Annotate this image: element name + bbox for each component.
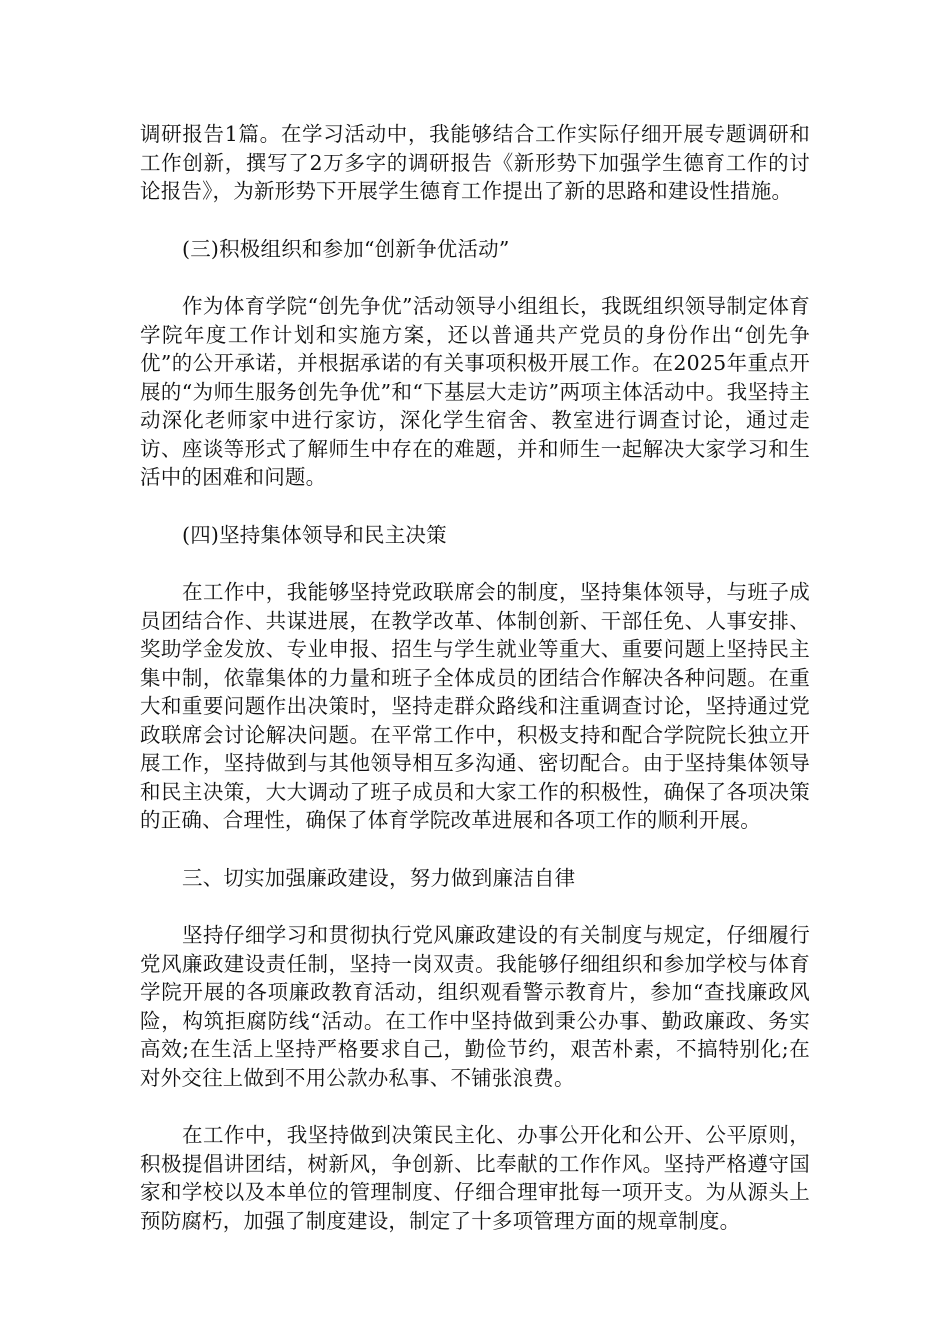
section-heading-4: (四)坚持集体领导和民主决策: [182, 522, 447, 547]
paragraph-collective-leadership: 在工作中，我能够坚持党政联席会的制度，坚持集体领导，与班子成员团结合作、共谋进展，在教学改革、体制创新、干部任免、人事安排、奖助学金发放、专业申报、招生与学生就业等重大、重要问题上坚持民主集中制，依靠集体的力量和班子全体成员的团结合作解决各种问题。在重大和重要问题作出决策时，坚持走群众路线和注重调查讨论，坚持通过党政联席会讨论解决问题。在平常工作中，积极支持和配合学院院长独立开展工作，坚持做到与其他领导相互多沟通、密切配合。由于坚持集体领导和民主决策，大大调动了班子成员和大家工作的积极性，确保了各项决策的正确、合理性，确保了体育学院改革进展和各项工作的顺利开展。: [140, 580, 810, 832]
paragraph-research-report: 调研报告1篇。在学习活动中，我能够结合工作实际仔细开展专题调研和工作创新，撰写了2万多字的调研报告《新形势下加强学生德育工作的讨论报告》，为新形势下开展学生德育工作提出了新的思路和建设性措施。: [140, 122, 810, 203]
paragraph-innovation-activity: 作为体育学院“创先争优”活动领导小组组长，我既组织领导制定体育学院年度工作计划和实施方案，还以普通共产党员的身份作出“创先争优”的公开承诺，并根据承诺的有关事项积极开展工作。在2025年重点开展的“为师生服务创先争优”和“下基层大走访”两项主体活动中。我坚持主动深化老师家中进行家访，深化学生宿舍、教室进行调查讨论，通过走访、座谈等形式了解师生中存在的难题，并和师生一起解决大家学习和生活中的困难和问题。: [140, 294, 810, 489]
document-page: [140, 120, 810, 1235]
section-heading-3: (三)积极组织和参加“创新争优活动”: [182, 236, 510, 261]
paragraph-democratic-decision: 在工作中，我坚持做到决策民主化、办事公开化和公开、公平原则，积极提倡讲团结，树新风，争创新、比奉献的工作作风。坚持严格遵守国家和学校以及本单位的管理制度、仔细合理审批每一项开支。为从源头上预防腐朽，加强了制度建设，制定了十多项管理方面的规章制度。: [140, 1123, 810, 1233]
paragraph-integrity-study: 坚持仔细学习和贯彻执行党风廉政建设的有关制度与规定，仔细履行党风廉政建设责任制，坚持一岗双责。我能够仔细组织和参加学校与体育学院开展的各项廉政教育活动，组织观看警示教育片，参加“查找廉政风险，构筑拒腐防线“活动。在工作中坚持做到秉公办事、勤政廉政、务实高效;在生活上坚持严格要求自己，勤俭节约，艰苦朴素，不搞特别化;在对外交往上做到不用公款办私事、不铺张浪费。: [140, 923, 810, 1090]
section-heading-integrity: 三、切实加强廉政建设，努力做到廉洁自律: [182, 865, 576, 890]
